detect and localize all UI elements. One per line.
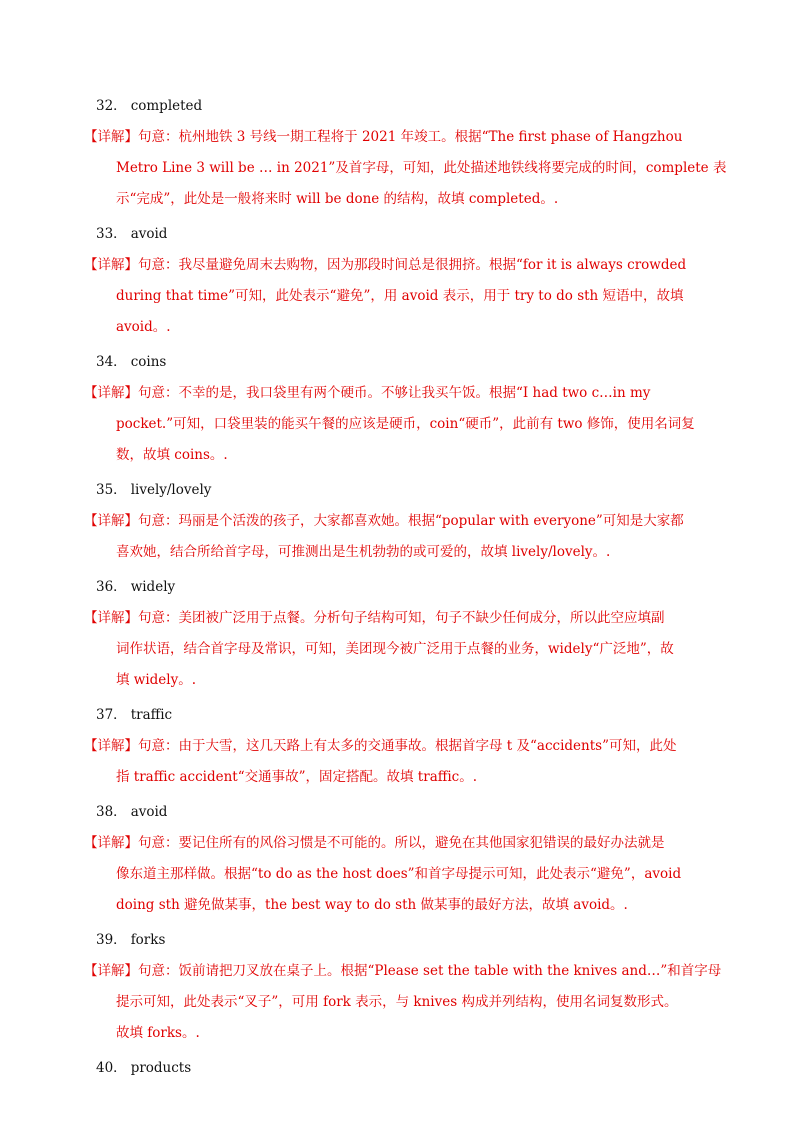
explanation-line: [116, 312, 708, 343]
explanation-tag: 【详解】: [84, 513, 138, 529]
explanation-text: during that time”可知，此处表示“避免”，用 avoid 表示，用于 try to do sth 短语中，故填: [116, 288, 684, 304]
explanation-block: [84, 506, 708, 568]
explanation-block: [84, 828, 708, 921]
explanation-line: [116, 409, 708, 440]
answer-word: forks: [130, 932, 166, 948]
explanation-text: 提示可知，此处表示“叉子”，可用 fork 表示，与 knives 构成并列结构，使用名词复数形式。: [116, 994, 678, 1010]
answer-word: avoid: [130, 226, 168, 242]
explanation-text: pocket.”可知，口袋里装的能买午餐的应该是硬币，coin“硬币”，此前有 two 修饰，使用名词复: [116, 416, 695, 432]
explanation-line: [116, 184, 708, 215]
explanation-line: [116, 634, 708, 665]
explanation-line: [84, 731, 708, 762]
question-number: 36．: [96, 579, 127, 595]
explanation-text: Metro Line 3 will be … in 2021”及首字母，可知，此处描述地铁线将要完成的时间，complete 表: [116, 160, 727, 176]
question-number: 40．: [96, 1060, 127, 1076]
explanation-block: [84, 731, 708, 793]
answer-line: [96, 798, 708, 826]
explanation-tag: 【详解】: [84, 129, 138, 145]
explanation-line: [116, 281, 708, 312]
answer-line: [96, 220, 708, 248]
explanation-line: [116, 440, 708, 471]
answer-word: widely: [130, 579, 176, 595]
answer-word: products: [130, 1060, 192, 1076]
explanation-line: [116, 153, 727, 184]
answer-line: [96, 348, 708, 376]
question-number: 38．: [96, 804, 127, 820]
explanation-line: [84, 828, 708, 859]
answer-line: [96, 1054, 708, 1082]
explanation-tag: 【详解】: [84, 835, 138, 851]
explanation-text: avoid。.: [116, 319, 171, 335]
explanation-block: [84, 956, 722, 1049]
answer-line: [96, 92, 708, 120]
explanation-tag: 【详解】: [84, 257, 138, 273]
explanation-line: [84, 603, 708, 634]
explanation-line: [116, 537, 708, 568]
explanation-line: [116, 987, 708, 1018]
explanation-line: [84, 378, 708, 409]
explanation-text: 句意：要记住所有的风俗习惯是不可能的。所以，避免在其他国家犯错误的最好办法就是: [138, 835, 665, 851]
explanation-line: [116, 762, 708, 793]
explanation-text: 示“完成”，此处是一般将来时 will be done 的结构，故填 completed。.: [116, 191, 559, 207]
question-number: 35．: [96, 482, 127, 498]
answer-line: [96, 573, 708, 601]
answer-word: avoid: [130, 804, 168, 820]
explanation-text: 句意：玛丽是个活泼的孩子，大家都喜欢她。根据“popular with everyone”可知是大家都: [138, 513, 684, 529]
answer-word: traffic: [130, 707, 173, 723]
explanation-text: doing sth 避免做某事，the best way to do sth 做某事的最好方法，故填 avoid。.: [116, 897, 628, 913]
explanation-text: 像东道主那样做。根据“to do as the host does”和首字母提示可知，此处表示“避免”，avoid: [116, 866, 682, 882]
explanation-line: [84, 956, 722, 987]
explanation-text: 句意：不幸的是，我口袋里有两个硬币。不够让我买午饭。根据“I had two c…in my: [138, 385, 651, 401]
explanation-tag: 【详解】: [84, 738, 138, 754]
question-number: 37．: [96, 707, 127, 723]
explanation-line: [84, 506, 708, 537]
answer-line: [96, 701, 708, 729]
explanation-tag: 【详解】: [84, 385, 138, 401]
answer-line: [96, 476, 708, 504]
explanation-line: [116, 859, 708, 890]
explanation-line: [116, 665, 708, 696]
explanation-text: 数，故填 coins。.: [116, 447, 228, 463]
question-number: 39．: [96, 932, 127, 948]
explanation-line: [116, 890, 708, 921]
answer-word: completed: [130, 98, 203, 114]
explanation-block: [84, 603, 708, 696]
explanation-block: [84, 378, 708, 471]
explanation-text: 句意：饭前请把刀叉放在桌子上。根据“Please set the table with the knives and…”和首字母: [138, 963, 722, 979]
explanation-text: 词作状语，结合首字母及常识，可知，美团现今被广泛用于点餐的业务，widely“广泛地”，故: [116, 641, 674, 657]
explanation-text: 指 traffic accident“交通事故”，固定搭配。故填 traffic。.: [116, 769, 477, 785]
answer-line: [96, 926, 708, 954]
answer-word: coins: [130, 354, 167, 370]
explanation-line: [84, 250, 708, 281]
question-number: 34．: [96, 354, 127, 370]
explanation-text: 句意：由于大雪，这几天路上有太多的交通事故。根据首字母 t 及“accidents”可知，此处: [138, 738, 677, 754]
explanation-tag: 【详解】: [84, 963, 138, 979]
explanation-text: 喜欢她，结合所给首字母，可推测出是生机勃勃的或可爱的，故填 lively/lovely。.: [116, 544, 611, 560]
explanation-text: 填 widely。.: [116, 672, 197, 688]
explanation-tag: 【详解】: [84, 610, 138, 626]
explanation-block: [84, 250, 708, 343]
explanation-text: 句意：杭州地铁 3 号线一期工程将于 2021 年竣工。根据“The first phase of Hangzhou: [138, 129, 683, 145]
question-number: 33．: [96, 226, 127, 242]
explanation-line: [84, 122, 708, 153]
explanation-text: 句意：美团被广泛用于点餐。分析句子结构可知，句子不缺少任何成分，所以此空应填副: [138, 610, 665, 626]
answer-explanation-list: [84, 92, 727, 1084]
explanation-text: 句意：我尽量避免周末去购物，因为那段时间总是很拥挤。根据“for it is always crowded: [138, 257, 687, 273]
question-number: 32．: [96, 98, 127, 114]
explanation-text: 故填 forks。.: [116, 1025, 200, 1041]
answer-word: lively/lovely: [130, 482, 212, 498]
explanation-block: [84, 122, 727, 215]
explanation-line: [116, 1018, 708, 1049]
